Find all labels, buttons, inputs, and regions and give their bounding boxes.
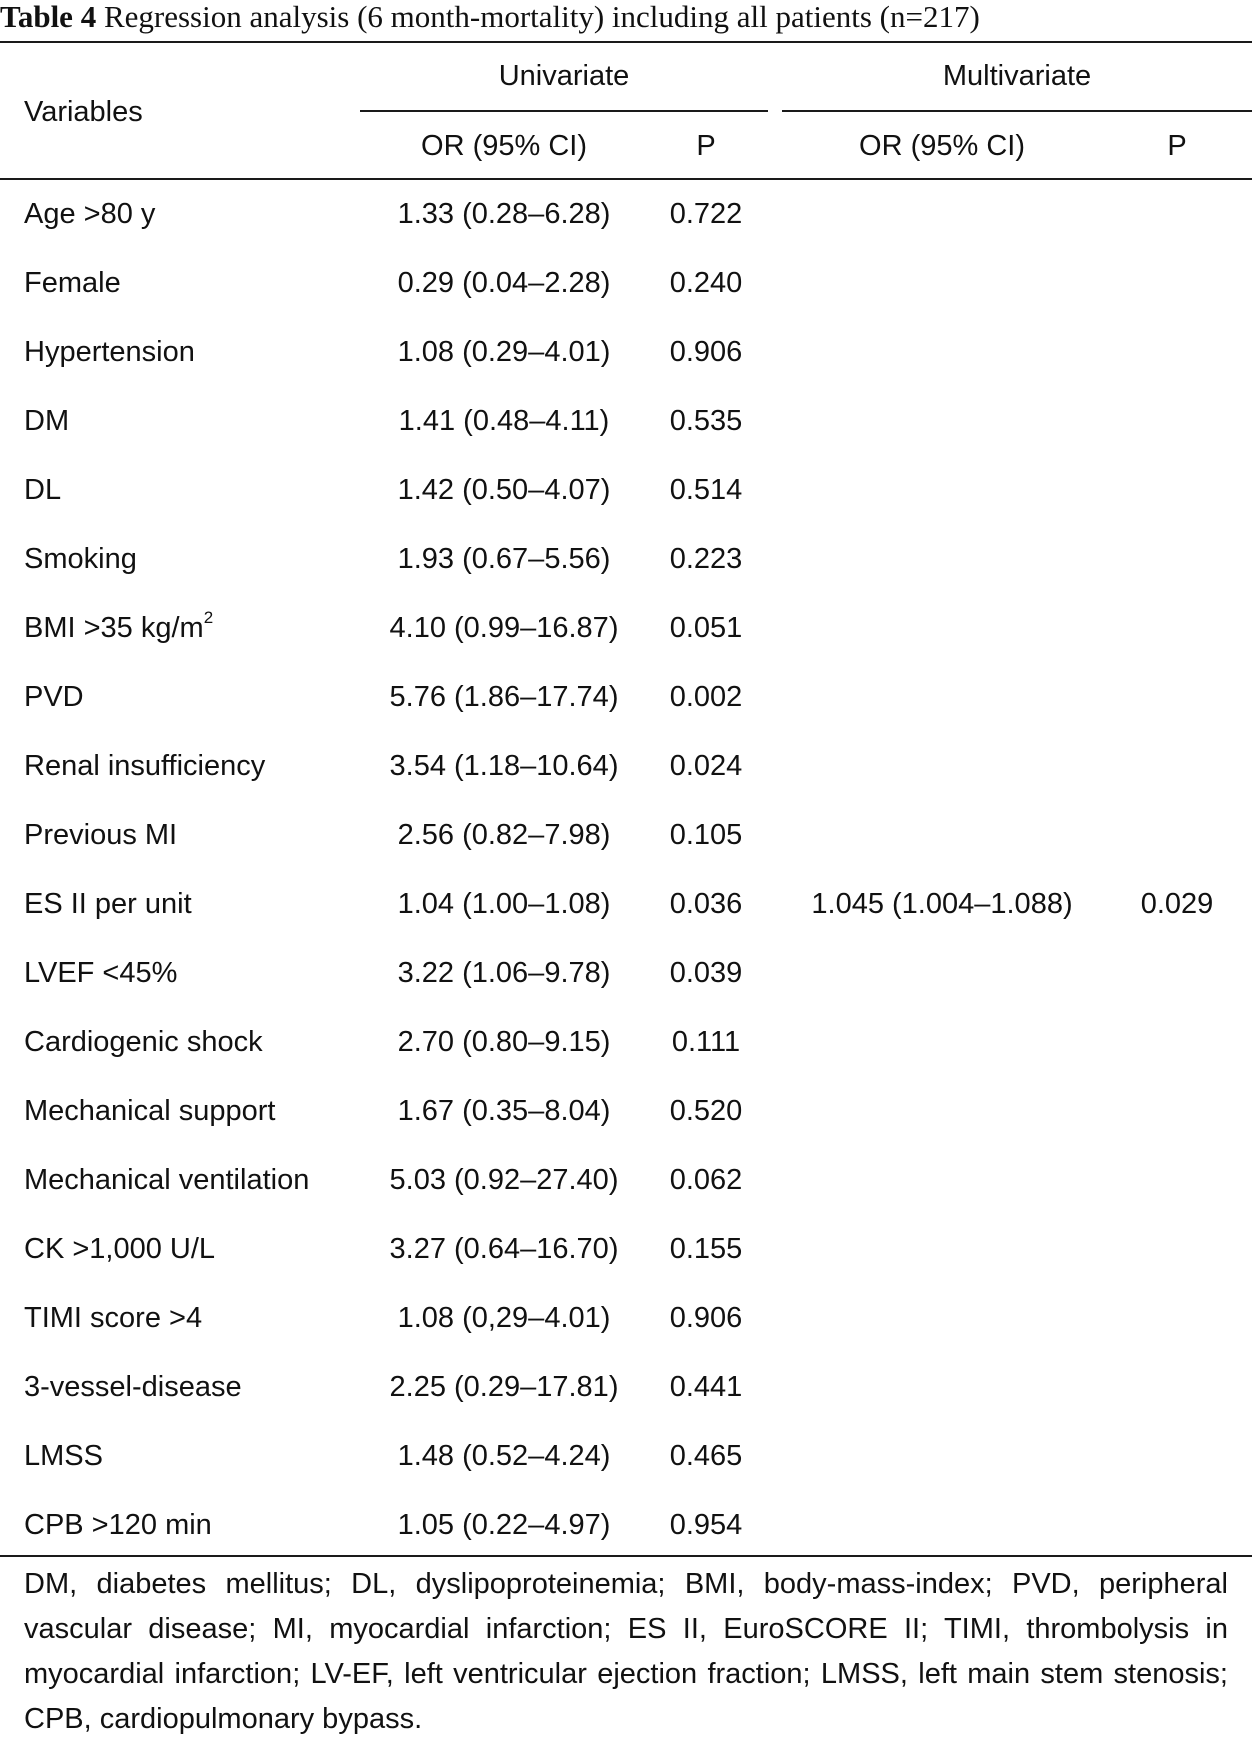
variable-text: DM	[24, 405, 70, 437]
table-row	[0, 1284, 1252, 1353]
header-univariate: Univariate	[498, 60, 630, 92]
table-row	[0, 870, 1252, 939]
variable-text: Female	[24, 267, 121, 299]
table-row	[0, 1491, 1252, 1560]
cell-uni-p: 0.223	[669, 543, 743, 575]
cell-uni-or: 1.48 (0.52–4.24)	[397, 1440, 611, 1472]
variable-text: BMI >35 kg/m	[24, 612, 204, 644]
top-rule	[0, 41, 1252, 43]
table-row	[0, 456, 1252, 525]
cell-variable	[24, 748, 265, 784]
table-caption	[0, 0, 980, 34]
cell-multi-or: 1.045 (1.004–1.088)	[811, 888, 1073, 920]
header-uni-or: OR (95% CI)	[421, 130, 587, 162]
cell-uni-p: 0.906	[669, 1302, 743, 1334]
cell-uni-or: 1.04 (1.00–1.08)	[397, 888, 611, 920]
cell-uni-or: 2.25 (0.29–17.81)	[389, 1371, 619, 1403]
cell-multi-p: 0.029	[1140, 888, 1214, 920]
header-uni-p: P	[696, 130, 716, 162]
cell-uni-p: 0.024	[669, 750, 743, 782]
cell-uni-or: 1.08 (0,29–4.01)	[397, 1302, 611, 1334]
cell-variable	[24, 886, 192, 922]
cell-uni-or: 3.54 (1.18–10.64)	[389, 750, 619, 782]
table-row	[0, 663, 1252, 732]
cell-uni-or: 5.03 (0.92–27.40)	[389, 1164, 619, 1196]
cell-uni-or: 1.42 (0.50–4.07)	[397, 474, 611, 506]
cell-uni-p: 0.514	[669, 474, 743, 506]
cell-variable	[24, 610, 213, 646]
variable-text: Smoking	[24, 543, 137, 575]
cell-uni-p: 0.051	[669, 612, 743, 644]
cell-uni-p: 0.036	[669, 888, 743, 920]
cell-variable	[24, 196, 155, 232]
cell-uni-or: 1.67 (0.35–8.04)	[397, 1095, 611, 1127]
cell-uni-p: 0.520	[669, 1095, 743, 1127]
variable-text: LMSS	[24, 1440, 103, 1472]
variable-text: Age >80 y	[24, 198, 156, 230]
cell-uni-or: 4.10 (0.99–16.87)	[389, 612, 619, 644]
table-row	[0, 1215, 1252, 1284]
table-row	[0, 801, 1252, 870]
cell-variable	[24, 1438, 103, 1474]
table-row	[0, 180, 1252, 249]
table-row	[0, 732, 1252, 801]
variable-text: Mechanical ventilation	[24, 1164, 310, 1196]
table-label: Table 4	[0, 0, 97, 34]
variable-text: LVEF <45%	[24, 957, 178, 989]
table-row	[0, 249, 1252, 318]
cell-uni-p: 0.105	[669, 819, 743, 851]
cell-uni-or: 1.93 (0.67–5.56)	[397, 543, 611, 575]
variable-text: 3-vessel-disease	[24, 1371, 242, 1403]
cell-uni-or: 0.29 (0.04–2.28)	[397, 267, 611, 299]
variable-text: Renal insufficiency	[24, 750, 266, 782]
table-row	[0, 594, 1252, 663]
cell-uni-p: 0.002	[669, 681, 743, 713]
variable-text: Cardiogenic shock	[24, 1026, 263, 1058]
cell-uni-or: 3.22 (1.06–9.78)	[397, 957, 611, 989]
table-row	[0, 1077, 1252, 1146]
header-multi-p: P	[1167, 130, 1187, 162]
header-multi-or: OR (95% CI)	[859, 130, 1025, 162]
table-title: Regression analysis (6 month-mortality) including all patients (n=217)	[103, 0, 980, 34]
cell-uni-or: 1.05 (0.22–4.97)	[397, 1509, 611, 1541]
table-row	[0, 387, 1252, 456]
table-row	[0, 1146, 1252, 1215]
cell-variable	[24, 472, 61, 508]
cell-variable	[24, 541, 137, 577]
cell-uni-p: 0.906	[669, 336, 743, 368]
variable-text: Previous MI	[24, 819, 178, 851]
variable-text: CPB >120 min	[24, 1509, 212, 1541]
cell-variable	[24, 955, 177, 991]
cell-uni-or: 5.76 (1.86–17.74)	[389, 681, 619, 713]
cell-uni-or: 2.56 (0.82–7.98)	[397, 819, 611, 851]
cell-variable	[24, 1231, 215, 1267]
cell-uni-p: 0.535	[669, 405, 743, 437]
variable-text: ES II per unit	[24, 888, 192, 920]
bottom-rule	[0, 1555, 1252, 1557]
cell-uni-or: 2.70 (0.80–9.15)	[397, 1026, 611, 1058]
table-row	[0, 1353, 1252, 1422]
table-row	[0, 1422, 1252, 1491]
table-row	[0, 939, 1252, 1008]
cell-uni-or: 3.27 (0.64–16.70)	[389, 1233, 619, 1265]
univariate-rule	[360, 110, 768, 112]
cell-uni-p: 0.954	[669, 1509, 743, 1541]
cell-uni-or: 1.33 (0.28–6.28)	[397, 198, 611, 230]
variable-text: DL	[24, 474, 62, 506]
cell-variable	[24, 1162, 309, 1198]
table-row	[0, 1008, 1252, 1077]
table-row	[0, 318, 1252, 387]
cell-variable	[24, 265, 121, 301]
header-variables: Variables	[24, 96, 143, 128]
cell-uni-p: 0.441	[669, 1371, 743, 1403]
cell-uni-p: 0.111	[671, 1026, 741, 1058]
cell-variable	[24, 1369, 242, 1405]
cell-uni-p: 0.062	[669, 1164, 743, 1196]
cell-variable	[24, 1093, 275, 1129]
table-row	[0, 525, 1252, 594]
cell-variable	[24, 334, 195, 370]
cell-variable	[24, 679, 84, 715]
cell-variable	[24, 403, 69, 439]
cell-uni-or: 1.08 (0.29–4.01)	[397, 336, 611, 368]
multivariate-rule	[782, 110, 1252, 112]
variable-text: TIMI score >4	[24, 1302, 203, 1334]
header-multivariate: Multivariate	[942, 60, 1092, 92]
table-footnote: DM, diabetes mellitus; DL, dyslipoproteinemia; BMI, body-mass-index; PVD, peripheral vascular disease; MI, myocardial infarction; ES II, EuroSCORE II; TIMI, thrombolysis in myocardial infarction; LV-EF, left ventricular ejection fraction; LMSS, left main stem stenosis; CPB, cardiopulmonary bypass.	[24, 1568, 1228, 1735]
variable-text: CK >1,000 U/L	[24, 1233, 216, 1265]
cell-uni-p: 0.722	[669, 198, 743, 230]
cell-uni-p: 0.240	[669, 267, 743, 299]
cell-uni-or: 1.41 (0.48–4.11)	[398, 405, 610, 437]
variable-text: Mechanical support	[24, 1095, 276, 1127]
cell-uni-p: 0.039	[669, 957, 743, 989]
cell-variable	[24, 1300, 202, 1336]
cell-variable	[24, 1507, 212, 1543]
cell-variable	[24, 1024, 263, 1060]
variable-text: PVD	[24, 681, 84, 713]
variable-text: Hypertension	[24, 336, 195, 368]
cell-variable	[24, 817, 177, 853]
cell-uni-p: 0.155	[669, 1233, 743, 1265]
variable-superscript: 2	[203, 608, 214, 628]
cell-uni-p: 0.465	[669, 1440, 743, 1472]
